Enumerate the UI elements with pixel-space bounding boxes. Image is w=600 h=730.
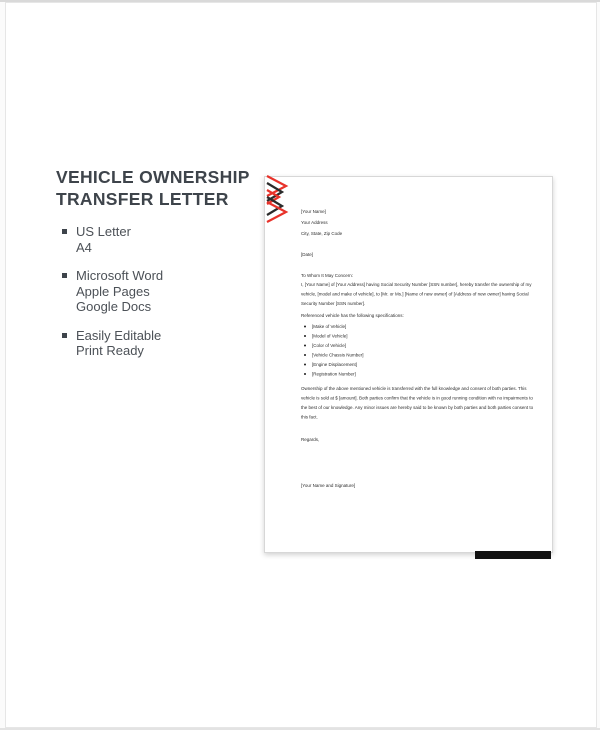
bullet-dot-icon [304, 326, 306, 328]
content-card [5, 2, 597, 728]
title-line-1: VEHICLE OWNERSHIP [56, 167, 250, 187]
spec-text: [Color of Vehicle] [312, 343, 347, 348]
sender-name: [Your Name] [301, 209, 326, 214]
bullet-dot-icon [304, 373, 306, 375]
letter-preview-thumbnail[interactable] [264, 176, 553, 553]
spec-item [301, 341, 538, 351]
bullet-dot-icon [304, 345, 306, 347]
feature-text [76, 328, 161, 359]
spec-text: [Registration Number] [312, 371, 356, 377]
spec-intro: Referenced vehicle has the following specifications: [301, 313, 404, 318]
feature-text [76, 268, 163, 315]
feature-list [56, 224, 261, 359]
sender-address: Your Address [301, 220, 328, 225]
feature-line: Google Docs [76, 299, 152, 314]
feature-item-formats [56, 268, 261, 315]
feature-line: A4 [76, 239, 92, 255]
spec-item [301, 351, 538, 361]
feature-line: Microsoft Word [76, 268, 164, 283]
feature-item-sizes [56, 224, 261, 255]
spec-item [301, 332, 538, 342]
feature-item-editability [56, 328, 261, 359]
feature-text [76, 224, 131, 255]
feature-line: Print Ready [76, 343, 144, 358]
page-title [56, 166, 261, 210]
letter-body [265, 177, 554, 554]
spec-item [301, 370, 538, 380]
template-info-panel [56, 166, 261, 372]
bullet-square-icon [62, 273, 67, 278]
bullet-dot-icon [304, 335, 306, 337]
spec-item [301, 360, 538, 370]
letter-date: [Date] [301, 252, 314, 257]
bullet-square-icon [62, 229, 67, 234]
spec-item [301, 322, 538, 332]
letter-paragraph-2: Ownership of the above mentioned vehicle is transferred with the full knowledge and consent of both parties. This vehicle is sold at $ [amount]. Both parties confirm that the vehicle is in good running condition with no impairments to the best of our knowledge. Any minor issues are hereby said to be known by both parties and both parties consent to this fact. [301, 386, 534, 420]
vehicle-spec-list [301, 322, 538, 379]
spec-text: [Engine Displacement] [312, 362, 358, 367]
signature-line: [Your Name and Signature] [301, 483, 356, 488]
salutation: To Whom It May Concern: [301, 273, 354, 278]
spec-text: [Vehicle Chassis Number] [312, 352, 364, 358]
feature-line: Apple Pages [76, 283, 150, 299]
spec-text: [Make of Vehicle] [312, 324, 347, 329]
bullet-dot-icon [304, 364, 306, 366]
letter-paragraph-1: I, [Your Name] of [Your Address] having Social Security Number [SSN number], hereby transfer the ownership of my vehicle, [model and make of vehicle], to [Mr. or Ms.] [Name of new owner] of [Address of new owner] having Social Security Number [SSN number]. [301, 282, 532, 306]
feature-line: US Letter [76, 224, 131, 239]
closing: Regards, [301, 437, 320, 442]
footer-accent-bar [475, 551, 551, 559]
sender-block [301, 206, 538, 239]
title-line-2: TRANSFER LETTER [56, 189, 229, 209]
bullet-dot-icon [304, 354, 306, 356]
feature-line: Easily Editable [76, 327, 162, 343]
spec-text: [Model of Vehicle] [312, 333, 348, 339]
sender-city: City, State, Zip Code [301, 231, 343, 236]
bullet-square-icon [62, 333, 67, 338]
